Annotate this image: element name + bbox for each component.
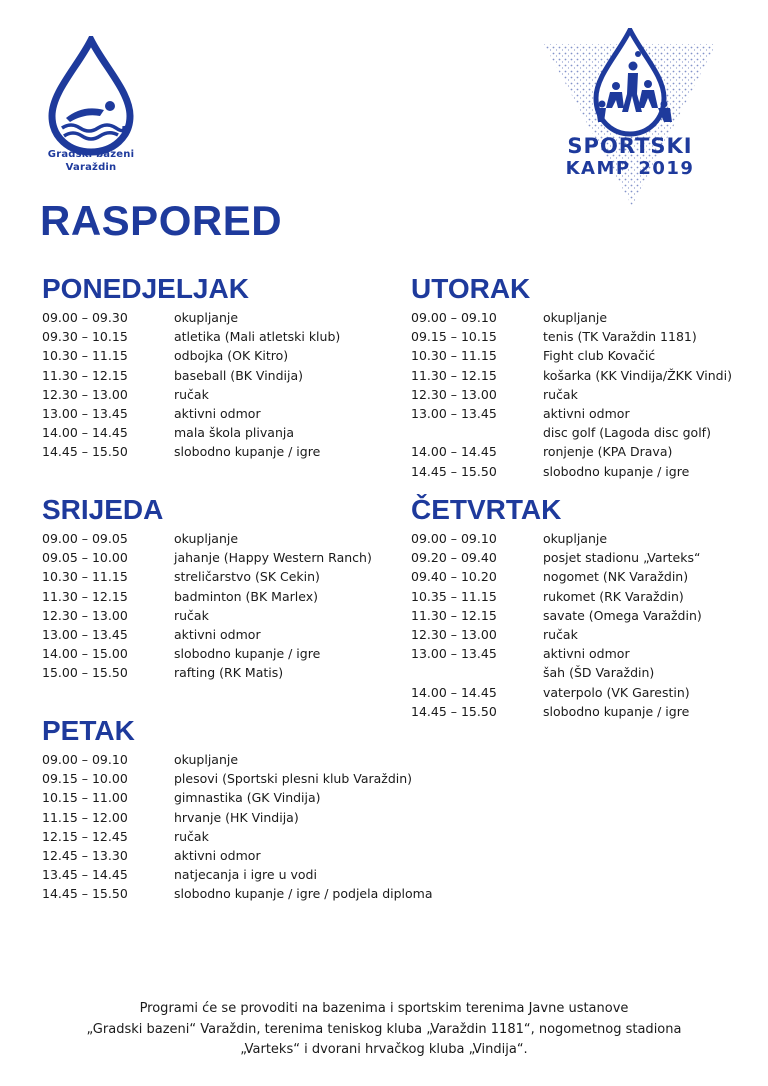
time-slot: 09.00 – 09.10 xyxy=(411,310,497,325)
time-slot: 12.45 – 13.30 xyxy=(42,847,128,863)
time-slot xyxy=(411,423,543,442)
activity: rukomet (RK Varaždin) xyxy=(543,588,684,604)
day-ponedjeljak xyxy=(42,274,382,462)
activity: posjet stadionu „Varteks“ xyxy=(543,550,701,566)
page-title: RASPORED xyxy=(40,197,283,244)
time-slot: 12.30 – 13.00 xyxy=(411,386,497,402)
schedule-row xyxy=(411,442,751,461)
activity: slobodno kupanje / igre xyxy=(543,703,690,719)
activity: tenis (TK Varaždin 1181) xyxy=(543,329,697,345)
time-slot: 09.05 – 10.00 xyxy=(42,550,128,566)
time-slot: 14.00 – 14.45 xyxy=(411,444,497,460)
schedule-row xyxy=(411,385,751,404)
activity: aktivni odmor xyxy=(174,405,261,421)
logo-right-line2: KAMP 2019 xyxy=(565,158,695,179)
time-slot: 11.30 – 12.15 xyxy=(411,367,497,383)
day-srijeda xyxy=(42,495,382,683)
schedule-row xyxy=(42,865,482,884)
activity: plesovi (Sportski plesni klub Varaždin) xyxy=(174,771,413,787)
footer-note xyxy=(0,999,768,1061)
schedule-row xyxy=(42,750,482,769)
time-slot: 09.00 – 09.10 xyxy=(411,531,497,546)
schedule-row xyxy=(42,808,482,827)
activity: aktivni odmor xyxy=(543,405,630,421)
day-utorak xyxy=(411,274,751,481)
footer-line: „Varteks“ i dvorani hrvačkog kluba „Vindija“. xyxy=(240,1042,528,1057)
schedule-row xyxy=(411,346,751,365)
schedule-row xyxy=(42,442,382,461)
activity: streličarstvo (SK Cekin) xyxy=(174,569,320,585)
schedule-row xyxy=(42,346,382,365)
activity: disc golf (Lagoda disc golf) xyxy=(543,425,711,441)
activity: odbojka (OK Kitro) xyxy=(174,348,289,364)
day-cetvrtak xyxy=(411,495,751,721)
activity: aktivni odmor xyxy=(543,646,630,662)
footer-line: Programi će se provoditi na bazenima i sportskim terenima Javne ustanove xyxy=(139,1001,629,1016)
time-slot: 14.00 – 14.45 xyxy=(411,684,497,700)
time-slot: 14.45 – 15.50 xyxy=(411,463,497,479)
schedule-row xyxy=(42,404,382,423)
activity: okupljanje xyxy=(543,531,608,546)
schedule-row xyxy=(411,327,751,346)
activity: ručak xyxy=(543,386,578,402)
schedule-row xyxy=(411,366,751,385)
time-slot xyxy=(411,663,543,682)
time-slot: 12.30 – 13.00 xyxy=(42,607,128,623)
activity: Fight club Kovačić xyxy=(543,348,656,364)
schedule-row xyxy=(42,606,382,625)
schedule-row xyxy=(411,644,751,663)
logo-left-line2: Varaždin xyxy=(65,162,117,173)
time-slot: 11.30 – 12.15 xyxy=(42,367,128,383)
time-slot: 14.45 – 15.50 xyxy=(411,703,497,719)
time-slot: 09.15 – 10.00 xyxy=(42,771,128,787)
activity: košarka (KK Vindija/ŽKK Vindi) xyxy=(543,367,732,383)
schedule-row xyxy=(411,606,751,625)
activity: ručak xyxy=(174,386,209,402)
activity: hrvanje (HK Vindija) xyxy=(174,809,299,825)
schedule-row xyxy=(42,529,382,548)
time-slot: 10.15 – 11.00 xyxy=(42,790,128,806)
time-slot: 12.30 – 13.00 xyxy=(42,386,128,402)
time-slot: 09.00 – 09.30 xyxy=(42,310,128,325)
schedule-row xyxy=(42,644,382,663)
time-slot: 12.15 – 12.45 xyxy=(42,828,128,844)
schedule-row xyxy=(42,625,382,644)
day-petak xyxy=(42,716,482,904)
schedule-row xyxy=(411,423,751,442)
time-slot: 09.15 – 10.15 xyxy=(411,329,497,345)
time-slot: 11.30 – 12.15 xyxy=(42,588,128,604)
schedule-row xyxy=(42,366,382,385)
schedule-row xyxy=(411,548,751,567)
activity: natjecanja i igre u vodi xyxy=(174,867,317,883)
time-slot: 10.30 – 11.15 xyxy=(42,569,128,585)
schedule-row xyxy=(42,423,382,442)
activity: slobodno kupanje / igre xyxy=(174,444,321,460)
schedule-row xyxy=(42,587,382,606)
time-slot: 10.35 – 11.15 xyxy=(411,588,497,604)
schedule-row xyxy=(411,462,751,481)
schedule-row xyxy=(411,683,751,702)
schedule-row xyxy=(411,587,751,606)
time-slot: 12.30 – 13.00 xyxy=(411,626,497,642)
time-slot: 14.45 – 15.50 xyxy=(42,444,128,460)
time-slot: 14.00 – 14.45 xyxy=(42,425,128,441)
day-heading: ČETVRTAK xyxy=(411,494,562,525)
activity: ronjenje (KPA Drava) xyxy=(543,444,673,460)
logo-left-line1: Gradski bazeni xyxy=(47,149,135,160)
time-slot: 09.00 – 09.10 xyxy=(42,752,128,767)
activity: gimnastika (GK Vindija) xyxy=(174,790,321,806)
activity: ručak xyxy=(174,828,209,844)
activity: rafting (RK Matis) xyxy=(174,665,284,681)
schedule-row xyxy=(42,308,382,327)
schedule-row xyxy=(411,663,751,682)
time-slot: 09.00 – 09.05 xyxy=(42,531,128,546)
activity: nogomet (NK Varaždin) xyxy=(543,569,689,585)
time-slot: 13.00 – 13.45 xyxy=(411,405,497,421)
schedule-row xyxy=(42,385,382,404)
time-slot: 11.15 – 12.00 xyxy=(42,809,128,825)
activity: aktivni odmor xyxy=(174,626,261,642)
activity: mala škola plivanja xyxy=(174,425,294,441)
time-slot: 15.00 – 15.50 xyxy=(42,665,128,681)
schedule-row xyxy=(42,884,482,903)
time-slot: 13.00 – 13.45 xyxy=(42,405,128,421)
schedule-row xyxy=(411,625,751,644)
activity: atletika (Mali atletski klub) xyxy=(174,329,341,345)
schedule-row xyxy=(42,327,382,346)
time-slot: 09.40 – 10.20 xyxy=(411,569,497,585)
day-heading: PETAK xyxy=(42,715,135,746)
gradski-bazeni-logo xyxy=(38,36,144,186)
logo-right-line1: SPORTSKI xyxy=(567,134,693,158)
schedule-row xyxy=(411,404,751,423)
time-slot: 10.30 – 11.15 xyxy=(42,348,128,364)
activity: badminton (BK Marlex) xyxy=(174,588,318,604)
time-slot: 11.30 – 12.15 xyxy=(411,607,497,623)
activity: šah (ŠD Varaždin) xyxy=(543,665,655,681)
activity: savate (Omega Varaždin) xyxy=(543,607,702,623)
schedule-row xyxy=(42,788,482,807)
footer-line: „Gradski bazeni“ Varaždin, terenima teniskog kluba „Varaždin 1181“, nogometnog stadiona xyxy=(86,1021,682,1037)
schedule-row xyxy=(42,663,382,682)
activity: aktivni odmor xyxy=(174,847,261,863)
time-slot: 10.30 – 11.15 xyxy=(411,348,497,364)
activity: ručak xyxy=(543,626,578,642)
activity: ručak xyxy=(174,607,209,623)
activity: slobodno kupanje / igre / podjela diploma xyxy=(174,886,433,902)
time-slot: 09.20 – 09.40 xyxy=(411,550,497,566)
activity: okupljanje xyxy=(174,752,239,767)
activity: okupljanje xyxy=(543,310,608,325)
schedule-row xyxy=(42,846,482,865)
activity: baseball (BK Vindija) xyxy=(174,367,304,383)
activity: vaterpolo (VK Garestin) xyxy=(543,684,690,700)
activity: slobodno kupanje / igre xyxy=(174,646,321,662)
schedule-row xyxy=(411,308,751,327)
water-drop-swimmer-icon xyxy=(38,36,144,156)
sports-camp-triangle-drop-icon xyxy=(540,28,720,208)
schedule-row xyxy=(42,548,382,567)
time-slot: 13.45 – 14.45 xyxy=(42,867,128,883)
schedule-row xyxy=(411,567,751,586)
activity: jahanje (Happy Western Ranch) xyxy=(174,550,372,566)
time-slot: 14.45 – 15.50 xyxy=(42,886,128,902)
day-heading: UTORAK xyxy=(411,273,531,304)
activity: slobodno kupanje / igre xyxy=(543,463,690,479)
activity: okupljanje xyxy=(174,531,239,546)
time-slot: 09.30 – 10.15 xyxy=(42,329,128,345)
activity: okupljanje xyxy=(174,310,239,325)
schedule-row xyxy=(411,529,751,548)
sportski-kamp-logo xyxy=(540,28,720,208)
time-slot: 13.00 – 13.45 xyxy=(42,626,128,642)
time-slot: 13.00 – 13.45 xyxy=(411,646,497,662)
time-slot: 14.00 – 15.00 xyxy=(42,646,128,662)
day-heading: SRIJEDA xyxy=(42,494,164,525)
schedule-row xyxy=(42,769,482,788)
schedule-row xyxy=(42,567,382,586)
day-heading: PONEDJELJAK xyxy=(42,273,249,304)
schedule-row xyxy=(42,827,482,846)
